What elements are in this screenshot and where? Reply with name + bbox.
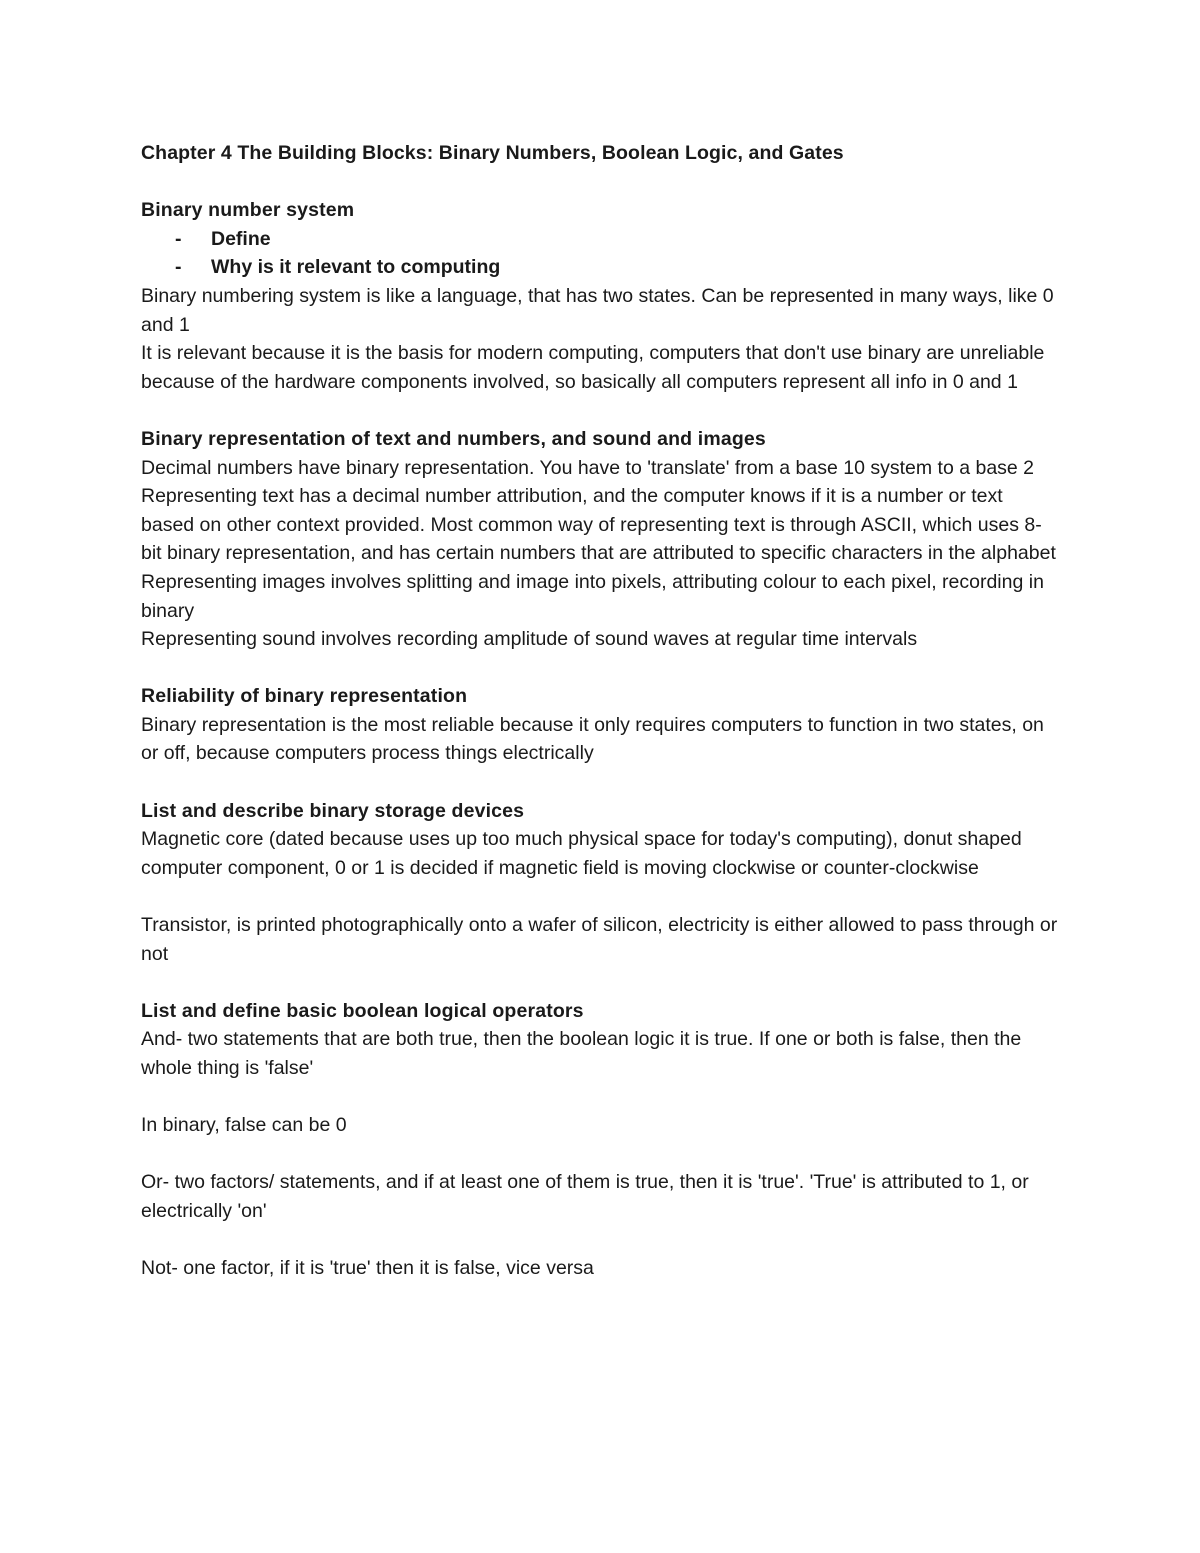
section-binary-number-system	[141, 196, 1061, 396]
paragraph: Or- two factors/ statements, and if at least one of them is true, then it is 'true'. 'True' is attributed to 1, or electrically 'on'	[141, 1171, 1029, 1222]
bullet-list	[141, 225, 1061, 282]
paragraph: It is relevant because it is the basis for modern computing, computers that don't use binary are unreliable because of the hardware components involved, so basically all computers represent all info in 0 and 1	[141, 342, 1045, 393]
paragraph: In binary, false can be 0	[141, 1114, 347, 1137]
bullet-text: Why is it relevant to computing	[211, 256, 501, 279]
bullet-item-relevance	[141, 253, 1061, 282]
paragraph: Magnetic core (dated because uses up too much physical space for today's computing), donut shaped computer component, 0 or 1 is decided if magnetic field is moving clockwise or counter-clockwise	[141, 828, 1022, 879]
paragraph: Binary representation is the most reliable because it only requires computers to function in two states, on or off, because computers process things electrically	[141, 713, 1044, 765]
section-storage-devices	[141, 797, 1061, 969]
section-heading: List and describe binary storage devices	[141, 799, 525, 822]
paragraph: Representing text has a decimal number attribution, and the computer knows if it is a number or text based on other context provided. Most common way of representing text is through ASCII, which uses 8-bit binary representation, and has certain numbers that are attributed to specific characters in the alphabet	[141, 485, 1056, 565]
bullet-dash: -	[175, 256, 182, 279]
bullet-text: Define	[211, 227, 271, 250]
paragraph: Decimal numbers have binary representation. You have to 'translate' from a base 10 system to a base 2	[141, 456, 1035, 479]
paragraph: And- two statements that are both true, then the boolean logic it is true. If one or both is false, then the whole thing is 'false'	[141, 1028, 1022, 1079]
blank-line	[141, 1083, 1061, 1112]
paragraph: Binary numbering system is like a language, that has two states. Can be represented in many ways, like 0 and 1	[141, 284, 1054, 336]
section-binary-representation	[141, 425, 1061, 654]
section-boolean-operators	[141, 997, 1061, 1283]
paragraph: Not- one factor, if it is 'true' then it is false, vice versa	[141, 1257, 594, 1280]
bullet-item-define	[141, 225, 1061, 254]
paragraph: Representing images involves splitting and image into pixels, attributing colour to each pixel, recording in binary	[141, 570, 1044, 622]
blank-line	[141, 882, 1061, 911]
document-title: Chapter 4 The Building Blocks: Binary Numbers, Boolean Logic, and Gates	[141, 142, 844, 164]
section-heading: Reliability of binary representation	[141, 685, 468, 708]
blank-line	[141, 1226, 1061, 1255]
bullet-dash: -	[175, 227, 182, 250]
blank-line	[141, 1140, 1061, 1169]
section-reliability	[141, 682, 1061, 768]
document-body	[141, 139, 1061, 1311]
section-heading: Binary representation of text and numbers, and sound and images	[141, 427, 766, 450]
paragraph: Transistor, is printed photographically onto a wafer of silicon, electricity is either allowed to pass through or not	[141, 914, 1058, 965]
paragraph: Representing sound involves recording amplitude of sound waves at regular time intervals	[141, 628, 918, 651]
section-heading: Binary number system	[141, 199, 355, 222]
section-heading: List and define basic boolean logical operators	[141, 999, 584, 1022]
